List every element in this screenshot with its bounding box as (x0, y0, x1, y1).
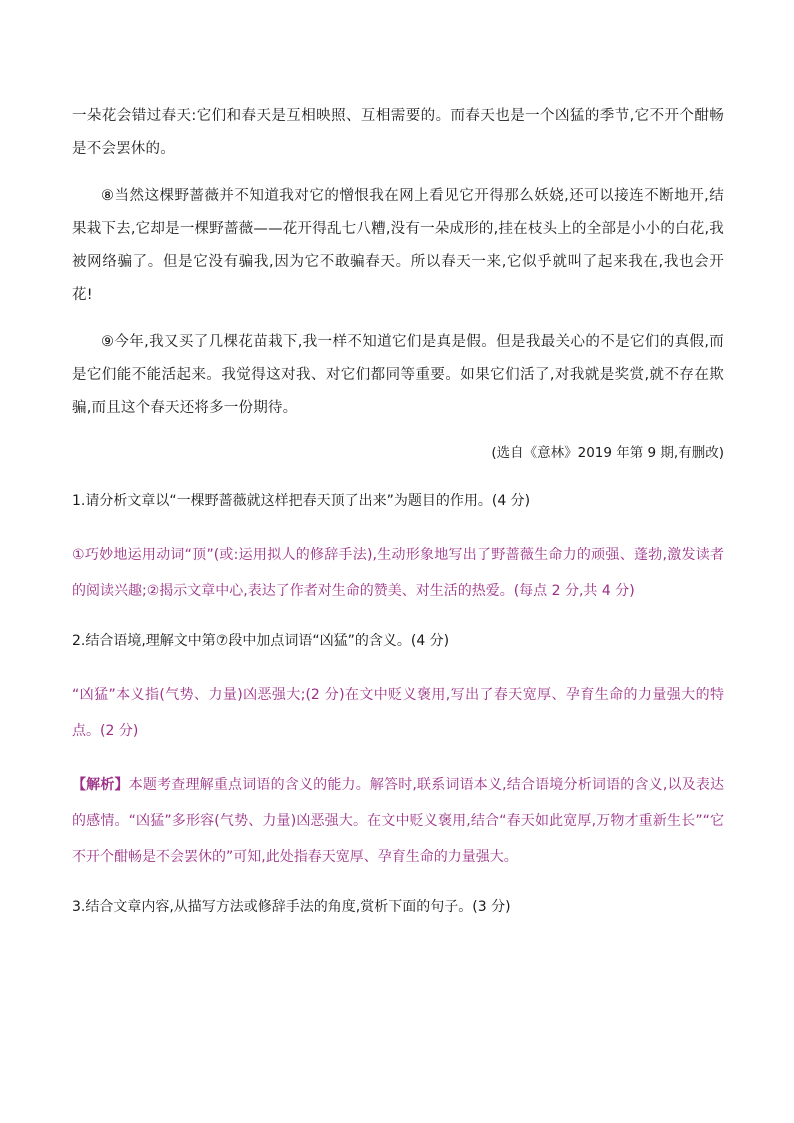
question-1: 1.请分析文章以“一棵野蔷薇就这样把春天顶了出来”为题目的作用。(4 分) (72, 493, 531, 509)
question-2: 2.结合语境,理解文中第⑦段中加点词语“凶猛”的含义。(4 分) (72, 633, 450, 649)
analysis-tag: 【解析】 (72, 777, 129, 793)
passage-paragraph-9: ⑨今年,我又买了几棵花苗栽下,我一样不知道它们是真是假。但是我最关心的不是它们的真假,而是它们能不能活起来。我觉得这对我、对它们都同等重要。如果它们活了,对我就是奖赏,就不存在欺骗,而且这个春天还将多一份期待。 (72, 334, 724, 416)
analysis-2 (72, 767, 724, 875)
passage-source: (选自《意林》2019 年第 9 期,有删改) (491, 445, 724, 461)
document-content (72, 100, 724, 943)
answer-1: ①巧妙地运用动词“顶”(或:运用拟人的修辞手法),生动形象地写出了野蔷薇生命力的顽强、蓬勃,激发读者的阅读兴趣;②揭示文章中心,表达了作者对生命的赞美、对生活的热爱。(每点 2 分,共 4 分) (72, 547, 724, 599)
question-3: 3.结合文章内容,从描写方法或修辞手法的角度,赏析下面的句子。(3 分) (72, 899, 511, 915)
analysis-text: 本题考查理解重点词语的含义的能力。解答时,联系词语本义,结合语境分析词语的含义,以及表达的感情。“凶猛”多形容(气势、力量)凶恶强大。在文中贬义褒用,结合“春天如此宽厚,万物才重新生长”“它不开个酣畅是不会罢休的”可知,此处指春天宽厚、孕育生命的力量强大。 (72, 777, 725, 865)
passage-paragraph-8: ⑧当然这棵野蔷薇并不知道我对它的憎恨我在网上看见它开得那么妖娆,还可以接连不断地开,结果栽下去,它却是一棵野蔷薇——花开得乱七八糟,没有一朵成形的,挂在枝头上的全部是小小的白花,我被网络骗了。但是它没有骗我,因为它不敢骗春天。所以春天一来,它似乎就叫了起来我在,我也会开花! (72, 188, 724, 303)
answer-2: “凶猛”本义指(气势、力量)凶恶强大;(2 分)在文中贬义褒用,写出了春天宽厚、孕育生命的力量强大的特点。(2 分) (72, 687, 724, 739)
passage-paragraph-continued: 一朵花会错过春天:它们和春天是互相映照、互相需要的。而春天也是一个凶猛的季节,它不开个酣畅是不会罢休的。 (72, 108, 724, 157)
